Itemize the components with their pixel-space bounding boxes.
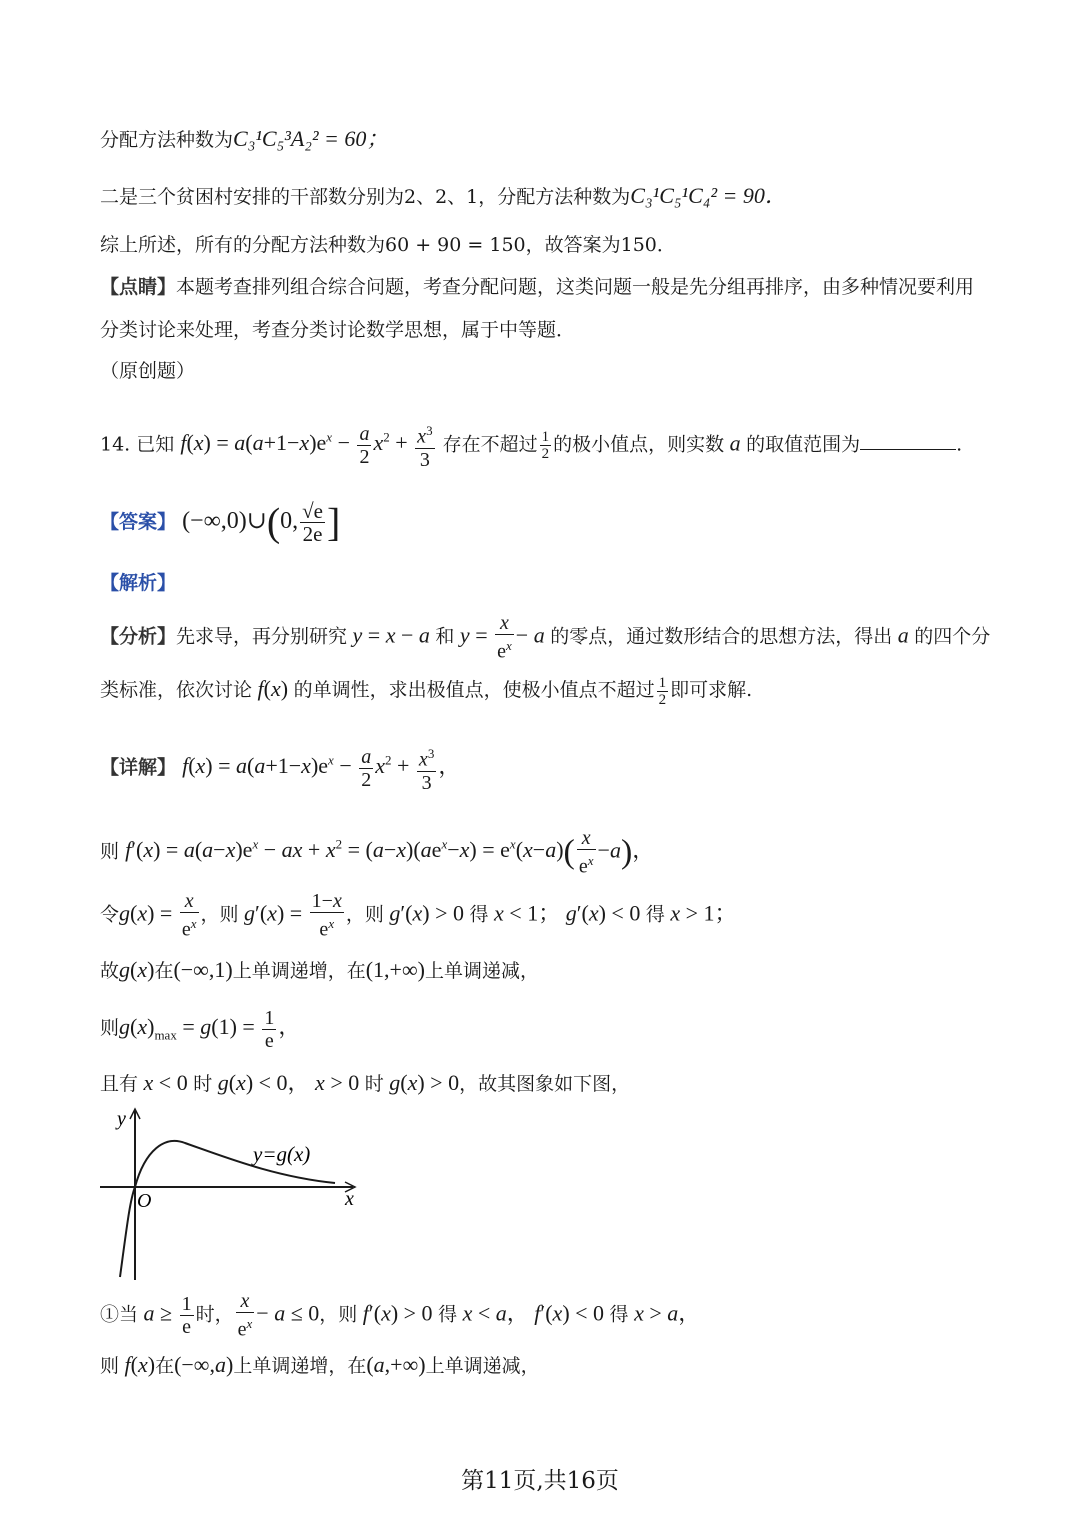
jiexi-line <box>100 568 176 598</box>
text: 的取值范围为 <box>746 433 861 456</box>
answer-math: (−∞,0)∪(0, $\frac{√e}{2e}$ ] <box>182 498 341 546</box>
text: 存在不超过 <box>442 433 538 456</box>
curve-label: y=g(x) <box>253 1142 311 1166</box>
line-1 <box>100 124 388 155</box>
fraction-x3-3: $\frac{x^3}{3}$ <box>415 420 434 471</box>
text: 综上所述，所有的分配方法种数为60 + 90 = 150，故答案为150． <box>100 234 676 256</box>
question-number: 14. 已知 <box>100 433 175 456</box>
x-axis-label: x <box>345 1188 354 1210</box>
g-sign-line: 且有 x < 0 时 g(x) < 0， x > 0 时 g(x) > 0，故其图象如下图， <box>100 1070 631 1095</box>
derivative-line: 则 $f'(x) = a(a-x)e^x$ − ax + $x^2 = (a-x)(ae^x-x) = e^x(x-a)$( $\frac{x}{e^x}$ −a)， <box>100 827 655 878</box>
text: （原创题） <box>100 360 196 382</box>
math-expression: C₃¹C₅³A₂² = 60； <box>233 126 389 151</box>
fenxi-line-1: 【分析】先求导，再分别研究 y = x − a 和 y = $\frac{x}{e^x}$ − a 的零点，通过数形结合的思想方法，得出 a 的四个分 <box>100 612 991 663</box>
xiangjie-line: 【详解】 $f(x) = a(a+1-x)e^x$ − $\frac{a}{2}$ $x^2$ + $\frac{x^3}{3}$ ， <box>100 738 460 794</box>
g-definition-line: 令g(x) = $\frac{x}{e^x}$ ，则 g′(x) = $\frac{1-x}{e^x}$ ，则 g′(x) > 0 得 x < 1； g′(x) < 0 得 x > 1； <box>100 890 737 941</box>
answer-line <box>100 496 340 547</box>
math-expression: C₃¹C₅¹C₄² = 90． <box>630 183 787 208</box>
text: 二是三个贫困村安排的干部数分别为2、2、1，分配方法种数为 <box>100 186 631 208</box>
line-5 <box>100 315 575 345</box>
text: 的极小值点，则实数 <box>553 433 725 456</box>
page-footer: 第11页,共16页 <box>461 1468 619 1494</box>
dianjing-tag: 【点睛】 <box>100 276 177 298</box>
line-2 <box>100 181 787 212</box>
y-axis-label: y <box>117 1108 126 1130</box>
g-max-line: 则$g(x)_{max} = g(1)$ = $\frac{1}{e}$ ， <box>100 1006 301 1052</box>
g-monotonic-line: 故g(x)在(−∞,1)上单调递增，在(1,+∞)上单调递减， <box>100 957 539 982</box>
jiexi-tag: 【解析】 <box>100 572 177 594</box>
line-4 <box>100 272 974 302</box>
text: 分类讨论来处理，考查分类讨论数学思想，属于中等题． <box>100 319 576 341</box>
g-graph <box>95 1105 375 1285</box>
fenxi-line-2: 类标准，依次讨论 f(x) 的单调性，求出极值点，使极小值点不超过 $\frac{1}{2}$ 即可求解. <box>100 674 753 708</box>
line-3 <box>100 230 676 260</box>
case-1-line: ①当 a ≥ $\frac{1}{e}$ 时， $\frac{x}{e^x}$ − a ≤ 0，则 f′(x) > 0 得 x < a， f′(x) < 0 得 x > a， <box>100 1290 701 1341</box>
fenxi-tag: 【分析】 <box>100 625 177 648</box>
text: 分配方法种数为 <box>100 129 234 151</box>
text: 本题考查排列组合综合问题，考查分配问题，这类问题一般是先分组再排序，由多种情况要利用 <box>176 276 975 298</box>
answer-blank <box>860 429 956 450</box>
answer-tag: 【答案】 <box>100 511 177 533</box>
xiangjie-tag: 【详解】 <box>100 756 177 779</box>
function-definition: $f(x) = a(a+1-x)e^x$ − <box>180 430 356 456</box>
fraction-half: $\frac{1}{2}$ <box>541 428 550 462</box>
fraction-a-2: $\frac{a}{2}$ <box>359 422 370 468</box>
line-6 <box>100 356 195 386</box>
question-14: 14. 已知 $f(x) = a(a+1-x)e^x$ − $\frac{a}{2}$ $x^2$ + $\frac{x^3}{3}$ 存在不超过 $\frac{1}{2}$ 的极小值点，则实数 a 的取值范围为 . <box>100 413 962 471</box>
origin-label: O <box>137 1190 152 1212</box>
case-1-monotonic-line: 则 f(x)在(−∞,a)上单调递增，在(a,+∞)上单调递减， <box>100 1352 540 1377</box>
